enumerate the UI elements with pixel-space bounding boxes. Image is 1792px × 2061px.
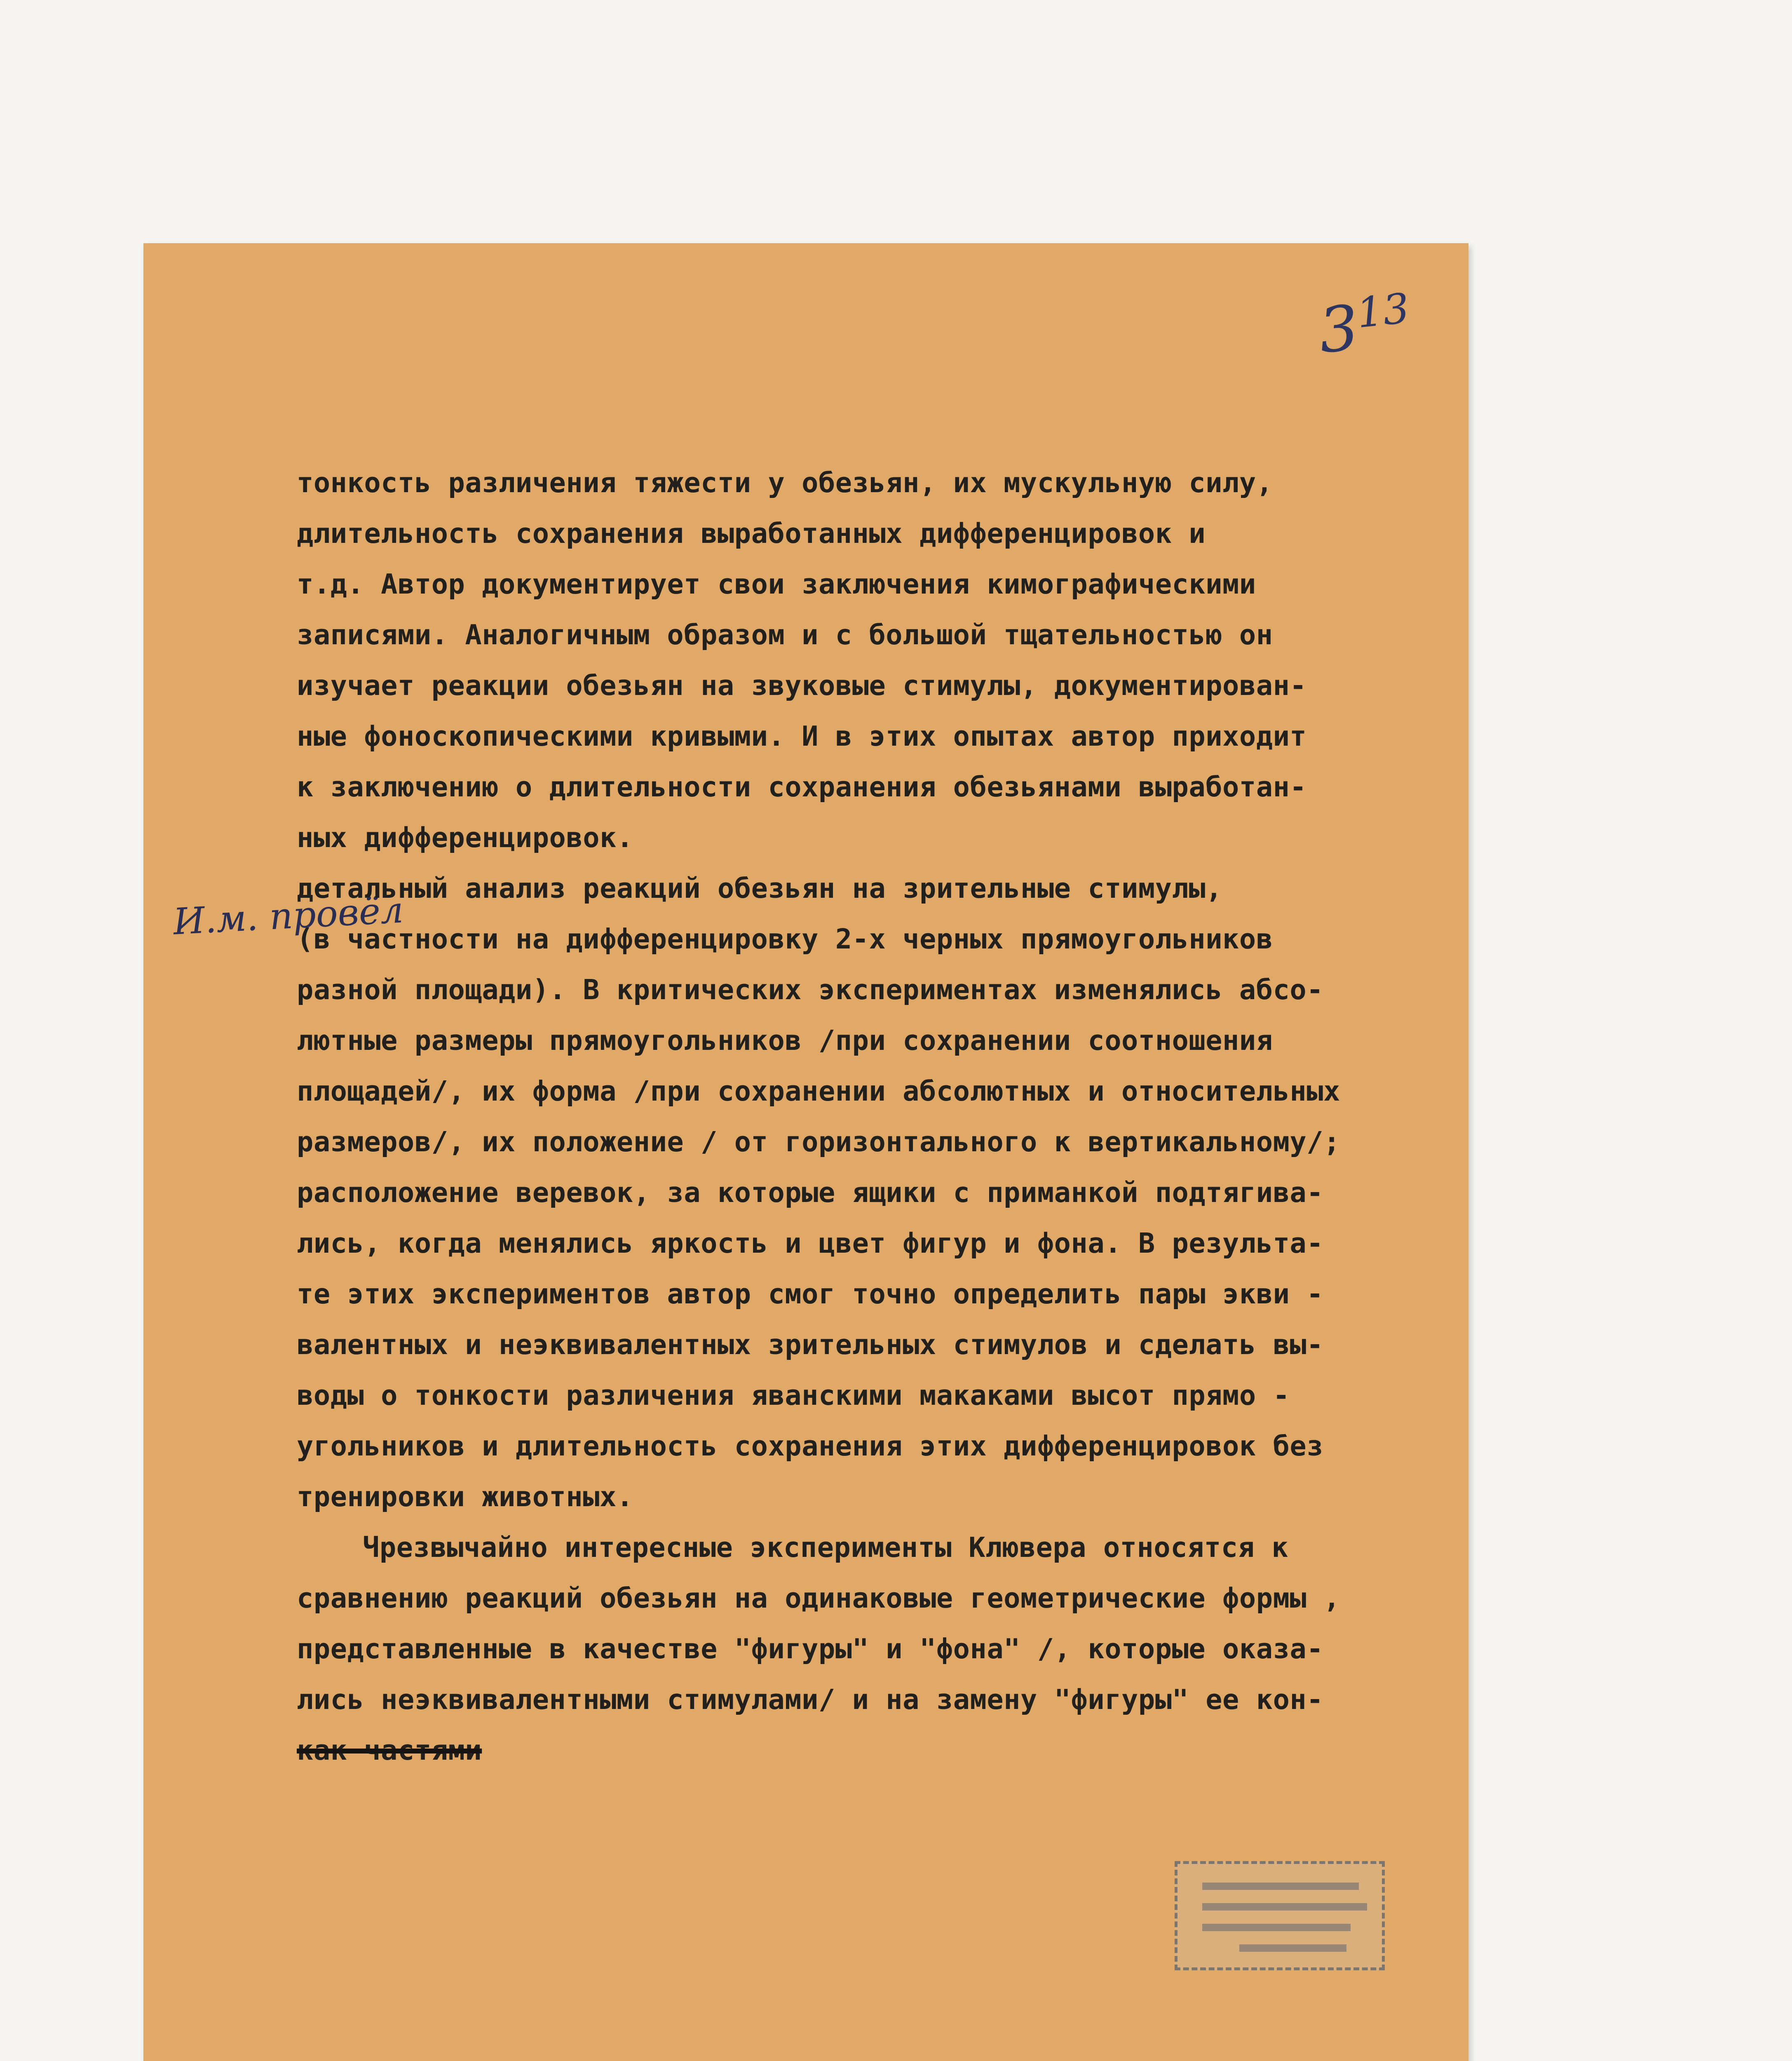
- text-line: детальный анализ реакций обезьян на зрительные стимулы,: [297, 872, 1223, 904]
- text-line: представленные в качестве "фигуры" и "фона" /, которые оказа-: [297, 1633, 1324, 1665]
- text-line: лись, когда менялись яркость и цвет фигур и фона. В результа-: [297, 1227, 1324, 1259]
- text-line: угольников и длительность сохранения этих дифференцировок без: [297, 1430, 1324, 1462]
- text-line: воды о тонкости различения яванскими макаками высот прямо -: [297, 1379, 1290, 1411]
- text-line: изучает реакции обезьян на звуковые стимулы, документирован-: [297, 669, 1307, 702]
- text-line: те этих экспериментов автор смог точно определить пары экви -: [297, 1278, 1324, 1310]
- text-line: длительность сохранения выработанных дифференцировок и: [297, 517, 1206, 549]
- text-line: размеров/, их положение / от горизонтального к вертикальному/;: [297, 1126, 1340, 1158]
- struck-text-line: как частями: [297, 1734, 482, 1766]
- text-line: лютные размеры прямоугольников /при сохранении соотношения: [297, 1024, 1273, 1056]
- page-number-main: 3: [1315, 292, 1362, 368]
- stamp-mark: [1239, 1944, 1346, 1952]
- text-line: валентных и неэквивалентных зрительных стимулов и сделать вы-: [297, 1329, 1324, 1361]
- text-line: к заключению о длительности сохранения обезьянами выработан-: [297, 771, 1307, 803]
- text-line: тонкость различения тяжести у обезьян, их мускульную силу,: [297, 467, 1273, 499]
- page-number: [1315, 284, 1414, 367]
- handwritten-margin-note: И.м. провёл: [172, 888, 405, 943]
- text-line: расположение веревок, за которые ящики с приманкой подтягива-: [297, 1176, 1324, 1209]
- archive-stamp: [1175, 1861, 1385, 1970]
- text-line: ных дифференцировок.: [297, 822, 633, 854]
- text-line: площадей/, их форма /при сохранении абсолютных и относительных: [297, 1075, 1340, 1107]
- text-line: лись неэквивалентными стимулами/ и на замену "фигуры" ее кон-: [297, 1683, 1324, 1716]
- text-line: ные фоноскопическими кривыми. И в этих опытах автор приходит: [297, 720, 1307, 752]
- text-line: разной площади). В критических экспериментах изменялись абсо-: [297, 974, 1324, 1006]
- text-line: записями. Аналогичным образом и с большой тщательностью он: [297, 619, 1273, 651]
- text-line: т.д. Автор документирует свои заключения кимографическими: [297, 568, 1256, 600]
- text-line: (в частности на дифференцировку 2-х черных прямоугольников: [297, 923, 1273, 955]
- text-line: сравнению реакций обезьян на одинаковые геометрические формы ,: [297, 1582, 1340, 1614]
- stamp-mark: [1202, 1903, 1367, 1911]
- stamp-mark: [1202, 1883, 1359, 1890]
- typed-text-body: [297, 458, 1418, 1776]
- text-line: Чрезвычайно интересные эксперименты Клювера относятся к: [363, 1531, 1289, 1563]
- stamp-mark: [1202, 1924, 1351, 1931]
- page-number-sup: 13: [1354, 284, 1412, 338]
- text-line: тренировки животных.: [297, 1481, 633, 1513]
